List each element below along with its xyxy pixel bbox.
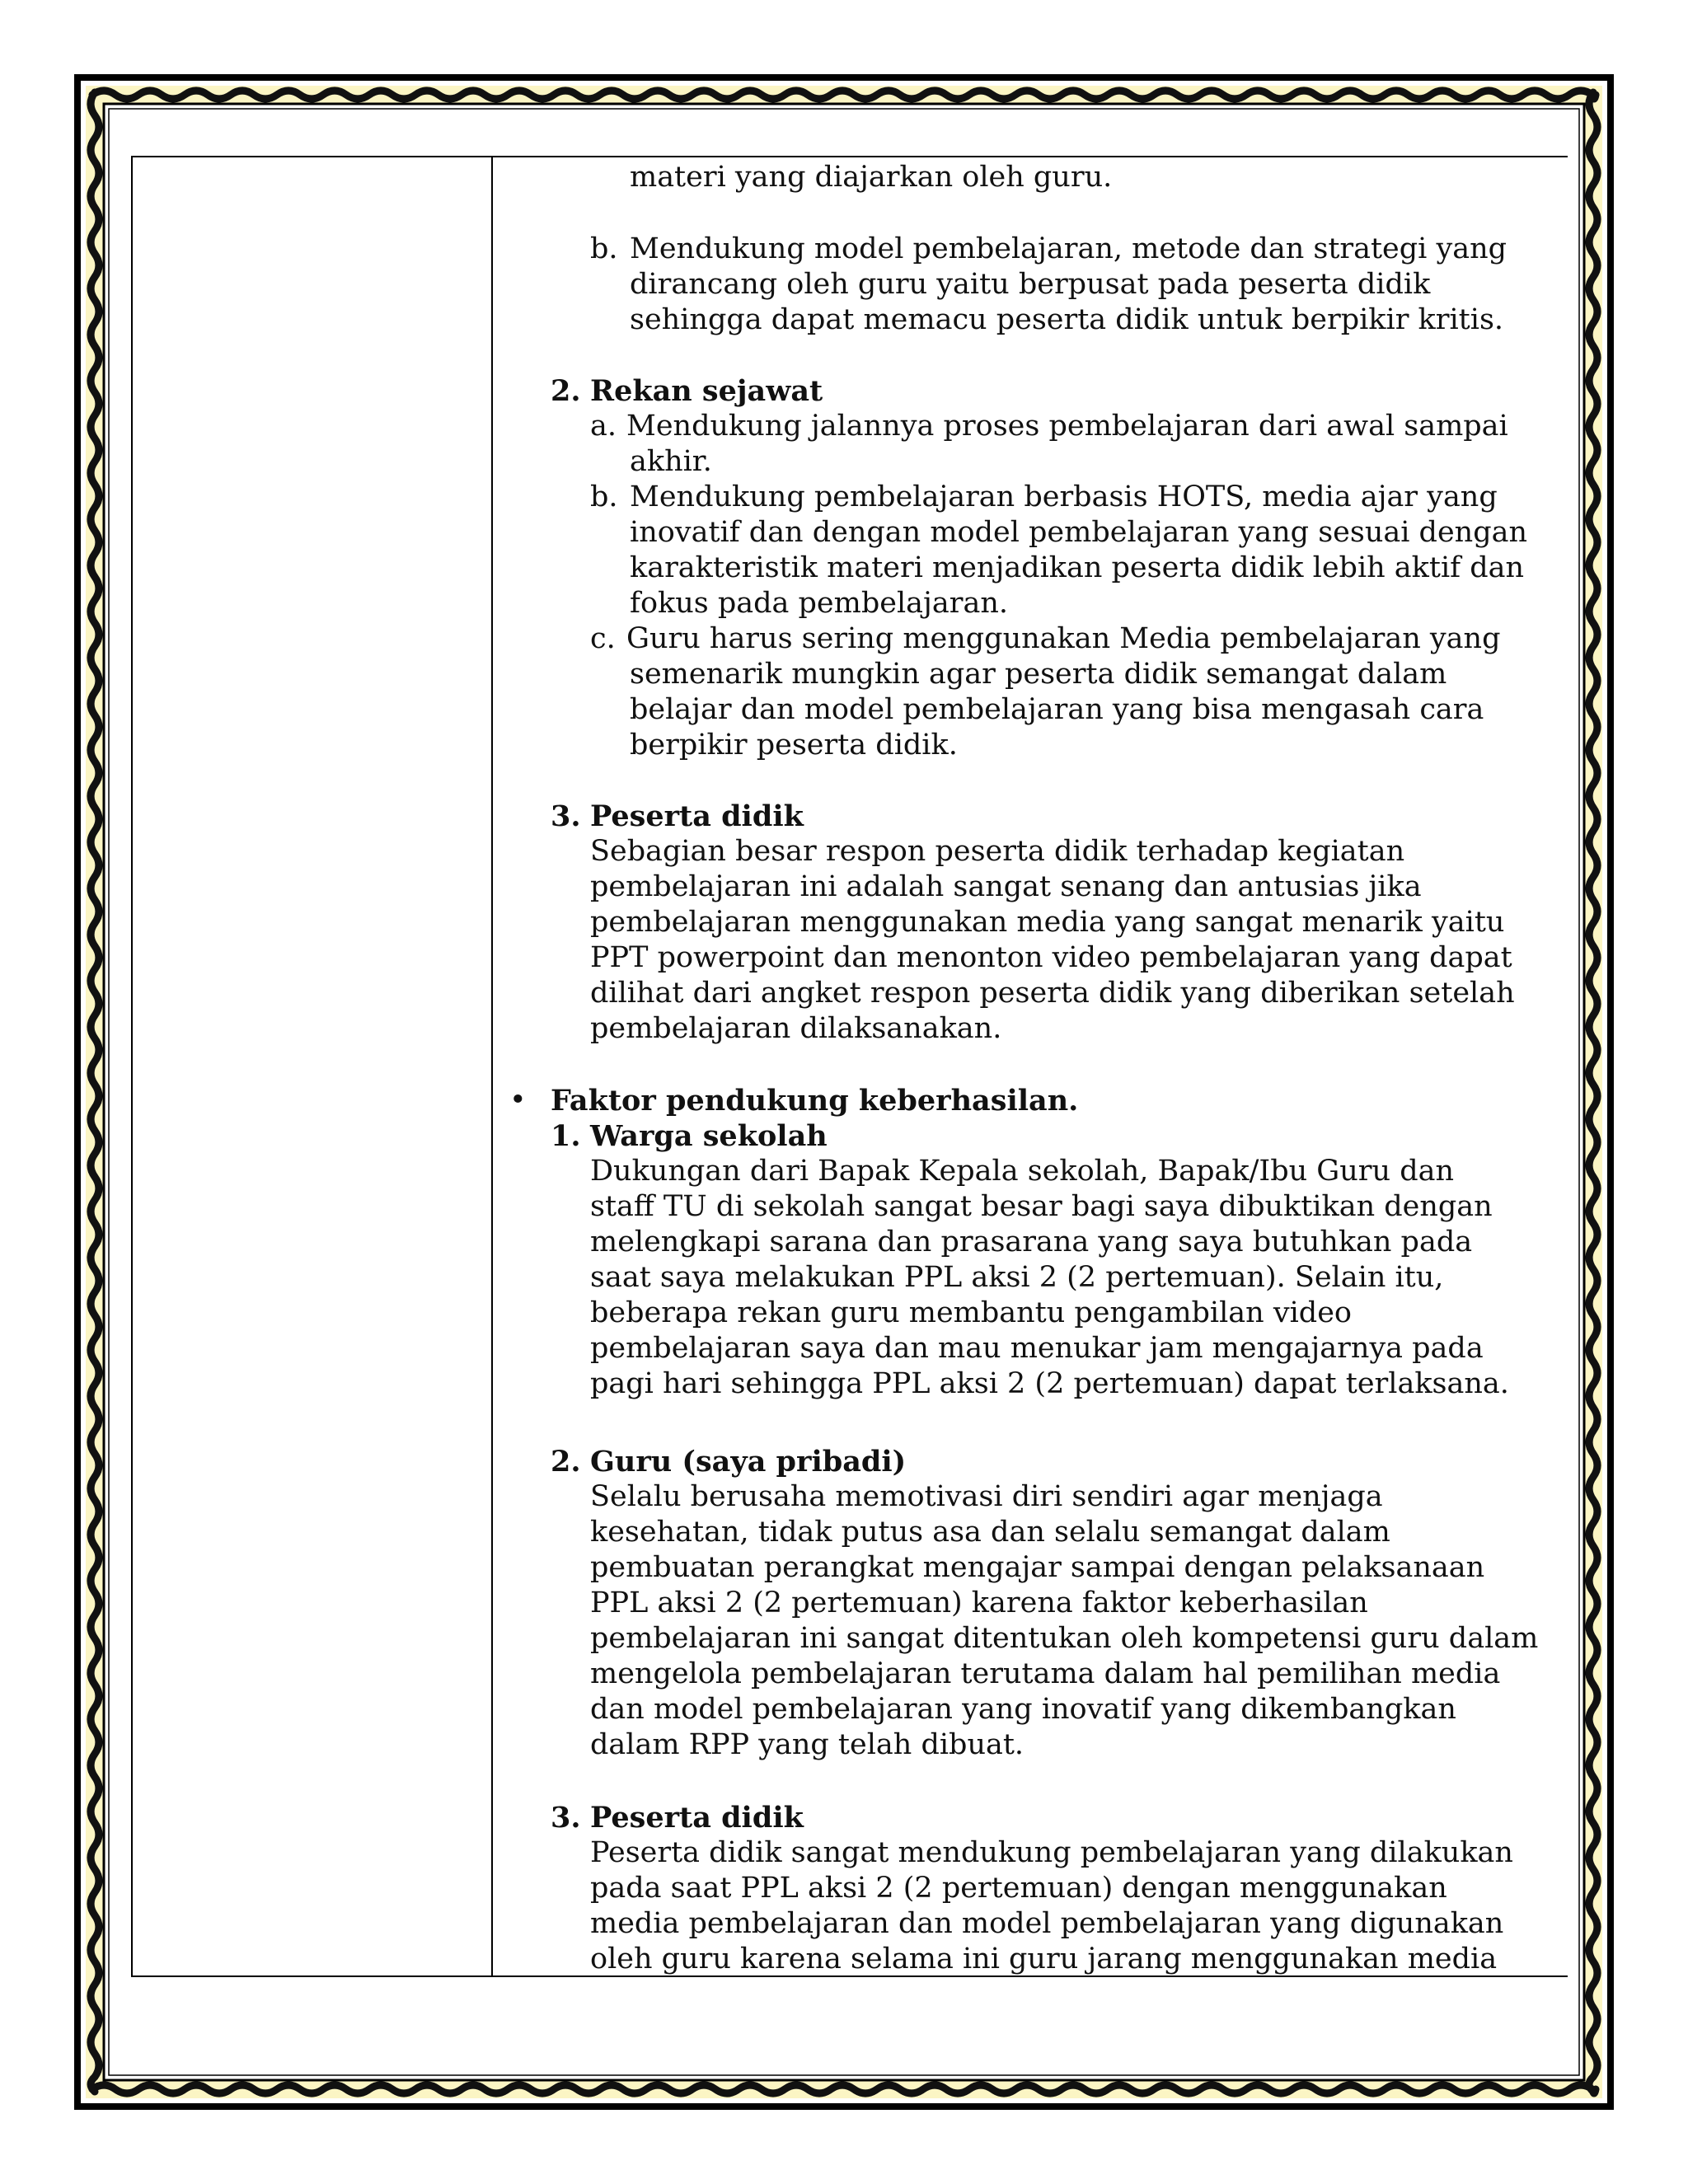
item-line: semenarik mungkin agar peserta didik semangat dalam	[630, 658, 1447, 691]
item-line: akhir.	[630, 445, 712, 478]
item-line: berpikir peserta didik.	[630, 729, 958, 762]
item-marker: c.	[590, 622, 616, 655]
paragraph-line: kesehatan, tidak putus asa dan selalu semangat dalam	[590, 1516, 1390, 1549]
paragraph-line: saat saya melakukan PPL aksi 2 (2 pertemuan). Selain itu,	[590, 1261, 1444, 1294]
section-number: 2.	[551, 374, 581, 408]
section-number: 3.	[551, 799, 581, 833]
paragraph-line: oleh guru karena selama ini guru jarang menggunakan media	[590, 1943, 1498, 1975]
section-heading: Guru (saya pribadi)	[590, 1445, 907, 1479]
paragraph-line: Peserta didik sangat mendukung pembelajaran yang dilakukan	[590, 1836, 1513, 1869]
paragraph-line: melengkapi sarana dan prasarana yang saya butuhkan pada	[590, 1226, 1473, 1258]
item-line: fokus pada pembelajaran.	[630, 587, 1008, 620]
item-b-line: sehingga dapat memacu peserta didik untuk berpikir kritis.	[630, 303, 1504, 336]
paragraph-line: staff TU di sekolah sangat besar bagi saya dibuktikan dengan	[590, 1190, 1493, 1223]
item-line: karakteristik materi menjadikan peserta didik lebih aktif dan	[630, 551, 1525, 584]
paragraph-line: PPT powerpoint dan menonton video pembelajaran yang dapat	[590, 941, 1512, 974]
item-line: Guru harus sering menggunakan Media pembelajaran yang	[626, 622, 1501, 655]
paragraph-line: pembuatan perangkat mengajar sampai dengan pelaksanaan	[590, 1551, 1485, 1584]
paragraph-line: mengelola pembelajaran terutama dalam hal pemilihan media	[590, 1657, 1501, 1690]
item-b-marker: b.	[590, 232, 618, 265]
item-line: Mendukung jalannya proses pembelajaran dari awal sampai	[626, 410, 1508, 443]
paragraph-line: dan model pembelajaran yang inovatif yang dikembangkan	[590, 1693, 1456, 1726]
item-marker: b.	[590, 480, 618, 513]
paragraph-line: pembelajaran saya dan mau menukar jam mengajarnya pada	[590, 1332, 1484, 1365]
paragraph-line: dilihat dari angket respon peserta didik yang diberikan setelah	[590, 977, 1515, 1010]
section-number: 1.	[551, 1119, 581, 1153]
item-line: belajar dan model pembelajaran yang bisa mengasah cara	[630, 693, 1484, 726]
paragraph-line: pada saat PPL aksi 2 (2 pertemuan) dengan menggunakan	[590, 1872, 1447, 1905]
paragraph-line: beberapa rekan guru membantu pengambilan video	[590, 1296, 1352, 1329]
bullet-icon: •	[509, 1084, 527, 1117]
paragraph-line: pembelajaran menggunakan media yang sangat menarik yaitu	[590, 906, 1505, 939]
section-heading: Peserta didik	[590, 1801, 804, 1835]
section-heading: Peserta didik	[590, 799, 804, 833]
section-number: 2.	[551, 1445, 581, 1479]
item-b-line: Mendukung model pembelajaran, metode dan strategi yang	[630, 232, 1507, 265]
paragraph-line: media pembelajaran dan model pembelajaran yang digunakan	[590, 1907, 1504, 1940]
paragraph-line: pagi hari sehingga PPL aksi 2 (2 pertemuan) dapat terlaksana.	[590, 1367, 1509, 1400]
section-number: 3.	[551, 1801, 581, 1835]
paragraph-line: pembelajaran ini sangat ditentukan oleh kompetensi guru dalam	[590, 1622, 1539, 1655]
paragraph-line: Dukungan dari Bapak Kepala sekolah, Bapak/Ibu Guru dan	[590, 1155, 1455, 1188]
paragraph-line: PPL aksi 2 (2 pertemuan) karena faktor keberhasilan	[590, 1586, 1368, 1619]
paragraph-line: dalam RPP yang telah dibuat.	[590, 1728, 1025, 1761]
paragraph-line: Sebagian besar respon peserta didik terhadap kegiatan	[590, 835, 1405, 868]
paragraph-line: pembelajaran ini adalah sangat senang dan antusias jika	[590, 870, 1422, 903]
item-marker: a.	[590, 410, 617, 443]
item-b-line: dirancang oleh guru yaitu berpusat pada peserta didik	[630, 268, 1431, 301]
paragraph-line: pembelajaran dilaksanakan.	[590, 1012, 1002, 1045]
section-heading: Rekan sejawat	[590, 374, 823, 408]
bullet-heading: Faktor pendukung keberhasilan.	[551, 1084, 1079, 1118]
item-line: Mendukung pembelajaran berbasis HOTS, media ajar yang	[630, 480, 1498, 513]
item-line: inovatif dan dengan model pembelajaran yang sesuai dengan	[630, 516, 1528, 549]
fragment-line: materi yang diajarkan oleh guru.	[630, 161, 1113, 194]
section-heading: Warga sekolah	[590, 1119, 828, 1153]
paragraph-line: Selalu berusaha memotivasi diri sendiri agar menjaga	[590, 1480, 1383, 1513]
